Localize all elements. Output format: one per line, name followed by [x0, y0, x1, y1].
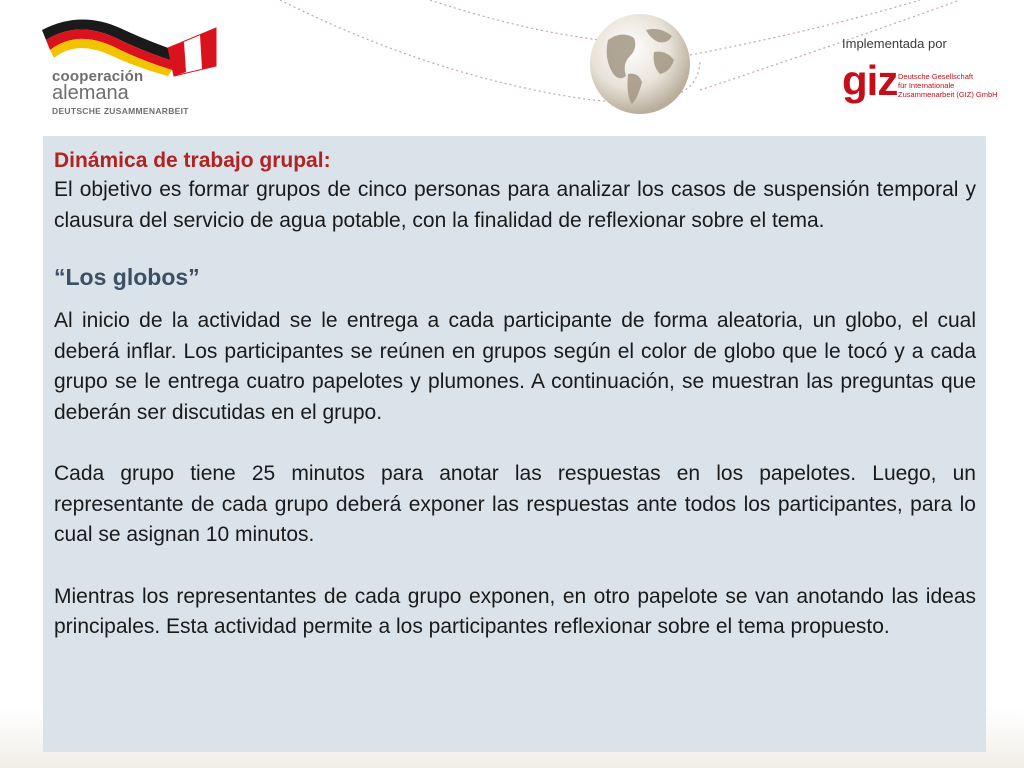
- cooperacion-alemana-logo: [40, 10, 240, 120]
- paragraph-1: Al inicio de la actividad se le entrega a cada participante de forma aleatoria, un globo, el cual deberá inflar. Los participantes se reúnen en grupos según el color de globo que le tocó y a cada grupo se le entrega cuatro papelotes y plumones. A continuación, se muestran las preguntas que deberán ser discutidas en el grupo.: [54, 309, 976, 424]
- activity-subheading: “Los globos”: [54, 264, 200, 290]
- giz-sub-line1: Deutsche Gesellschaft: [898, 72, 974, 81]
- giz-logo: giz: [842, 57, 898, 104]
- paragraph-2: Cada grupo tiene 25 minutos para anotar las respuestas en los papelotes. Luego, un representante de cada grupo deberá exponer las respuestas ante todos los participantes, para lo cual se asignan 10 minutos.: [54, 462, 976, 546]
- paragraph-3: Mientras los representantes de cada grupo exponen, en otro papelote se van anotando las ideas principales. Esta actividad permite a los participantes reflexionar sobre el tema propuesto.: [54, 584, 976, 638]
- activity-title: Dinámica de trabajo grupal:: [54, 149, 331, 172]
- giz-sub-line2: für Internationale: [898, 81, 955, 90]
- giz-sub-line3: Zusammenarbeit (GIZ) GmbH: [898, 90, 998, 99]
- coop-logo-line1: cooperación: [52, 68, 144, 85]
- globe-icon: [588, 12, 692, 116]
- intro-paragraph: El objetivo es formar grupos de cinco personas para analizar los casos de suspensión temporal y clausura del servicio de agua potable, con la finalidad de reflexionar sobre el tema.: [54, 178, 976, 232]
- coop-logo-line3: DEUTSCHE ZUSAMMENARBEIT: [52, 106, 189, 116]
- coop-logo-line2: alemana: [52, 82, 129, 104]
- implementada-por-label: Implementada por: [842, 36, 947, 51]
- content-panel: [43, 136, 986, 752]
- giz-logo-subtitle: [898, 72, 998, 99]
